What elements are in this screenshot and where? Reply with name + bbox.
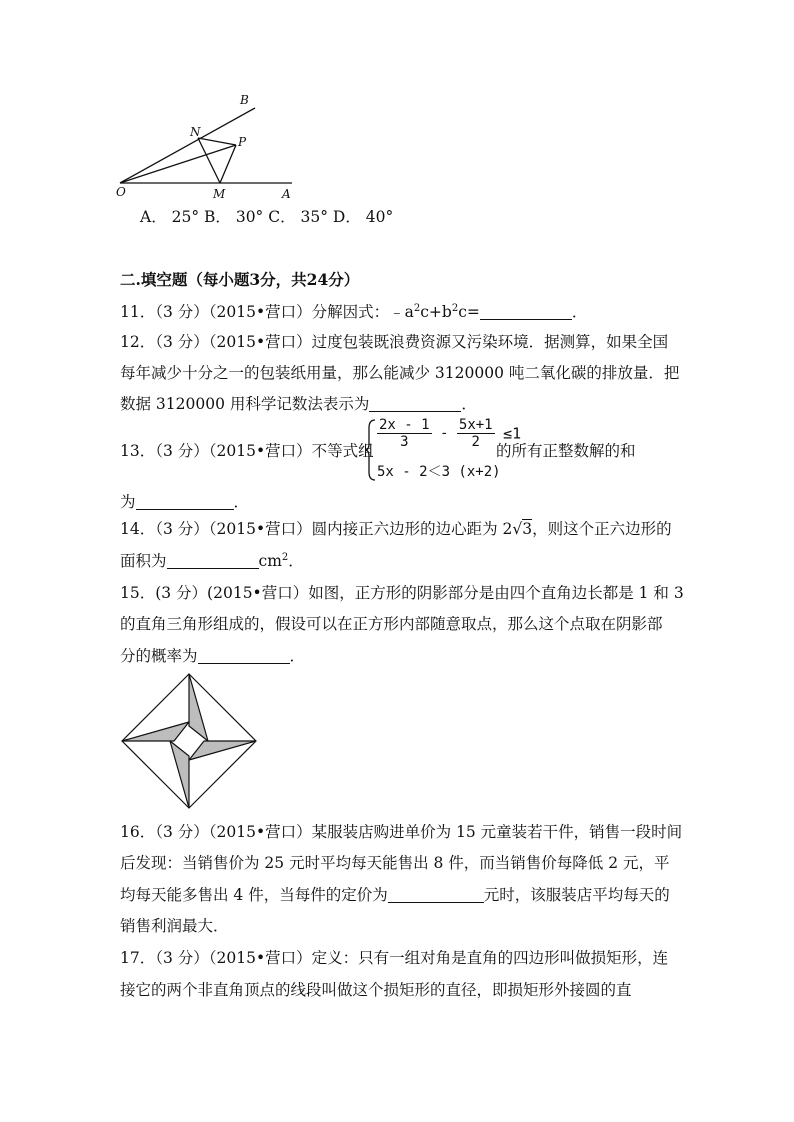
q14-line2: [120, 551, 304, 571]
q13-answer-blank[interactable]: [136, 493, 234, 510]
q12-line1: 12．（3 分）（2015•营口）过度包装既浪费资源又污染环境．据测算，如果全国: [120, 333, 669, 351]
q11-answer-blank[interactable]: [480, 303, 572, 320]
q16-line3-tail: 元时，该服装店平均每天的: [483, 886, 670, 904]
q14-line1-text: 14．（3 分）（2015•营口）圆内接正六边形的边心距为 2: [120, 520, 513, 538]
q12-end: ．: [461, 395, 477, 413]
label-m: M: [213, 187, 226, 201]
q17-line2: 接它的两个非直角顶点的线段叫做这个损矩形的直径，即损矩形外接圆的直: [120, 981, 632, 999]
q11-end: ．: [571, 303, 588, 321]
q15-line2: 的直角三角形组成的，假设可以在正方形内部随意取点，那么这个点取在阴影部: [120, 615, 663, 633]
q16-line3: [120, 885, 670, 905]
q11-tail: c=: [458, 303, 480, 321]
q15-answer-blank[interactable]: [198, 647, 290, 664]
segment-nm: [198, 138, 220, 183]
q13-frac2-den: 2: [471, 434, 480, 450]
label-p: P: [238, 135, 247, 149]
q13-end: ．: [233, 493, 250, 511]
q14-unit: cm: [258, 552, 282, 570]
q13-line2: [120, 492, 249, 512]
q15-line1: 15．(3 分）(2015•营口）如图，正方形的阴影部分是由四个直角边长都是 1 和 3: [120, 584, 684, 602]
q14-line2-text: 面积为: [120, 552, 167, 570]
q13-ineq2: 5x - 2＜3 (x+2): [377, 464, 501, 480]
q11-sup2: 2: [451, 303, 459, 314]
q13-line2-text: 为: [120, 493, 136, 511]
q13-frac2: [457, 417, 495, 450]
q17-line1: 17．（3 分）（2015•营口）定义：只有一组对角是直角的四边形叫做损矩形，连: [120, 949, 669, 967]
segment-np: [198, 138, 236, 145]
q11-mid: c+b: [420, 303, 452, 321]
q13-frac1-den: 3: [400, 434, 409, 450]
q13-minus: -: [440, 425, 449, 442]
q12-line3-text: 数据 3120000 用科学记数法表示为: [120, 395, 370, 413]
q13-brace: [365, 418, 377, 482]
q16-line1: 16．（3 分）（2015•营口）某服装店购进单价为 15 元童装若干件，销售一段时间: [120, 823, 683, 841]
q13-frac1: [377, 417, 432, 450]
q16-line3-text: 均每天能多售出 4 件，当每件的定价为: [120, 886, 388, 904]
label-n: N: [190, 125, 201, 139]
q12-answer-blank[interactable]: [369, 395, 461, 412]
question-11: [120, 302, 587, 322]
q14-line1: [120, 519, 672, 539]
q14-radical: 3: [522, 520, 533, 538]
q15-line3-text: 分的概率为: [120, 647, 198, 665]
q15-end: ．: [289, 647, 306, 665]
q13-rel1: ≤1: [503, 424, 522, 443]
q14-end: ．: [288, 552, 304, 570]
q13-frac1-num: 2x - 1: [379, 417, 430, 433]
q16-line4: 销售利润最大．: [120, 917, 229, 935]
section-title: 二.填空题（每小题3分，共24分）: [120, 270, 360, 289]
segment-mp: [220, 145, 236, 183]
q12-line2: 每年减少十分之一的包装纸用量，那么能减少 3120000 吨二氧化碳的排放量．把: [120, 364, 680, 382]
q16-answer-blank[interactable]: [388, 886, 484, 903]
q15-line3: [120, 646, 305, 666]
q16-line2: 后发现：当销售价为 25 元时平均每天能售出 8 件，而当销售价每降低 2 元，平: [120, 854, 670, 872]
label-a: A: [282, 187, 291, 201]
square-pinwheel-figure: [118, 670, 260, 812]
q10-options: A． 25° B． 30° C． 35° D． 40°: [140, 208, 394, 226]
sqrt-symbol: √: [512, 520, 523, 538]
q11-sup1: 2: [413, 303, 421, 314]
q13-prefix: 13．（3 分）（2015•营口）不等式组: [120, 442, 374, 460]
angle-figure: [110, 88, 310, 210]
q13-frac2-num: 5x+1: [458, 417, 493, 433]
q14-line1-tail: ，则这个正六边形的: [532, 520, 672, 538]
q12-line3: [120, 394, 477, 414]
q11-text: 11．（3 分）（2015•营口）分解因式：﹣a: [120, 303, 414, 321]
label-o: O: [116, 185, 126, 199]
q14-answer-blank[interactable]: [167, 552, 259, 569]
q13-suffix: 的所有正整数解的和: [496, 442, 636, 460]
q14-unit-sup: 2: [281, 552, 289, 563]
label-b: B: [240, 93, 249, 107]
